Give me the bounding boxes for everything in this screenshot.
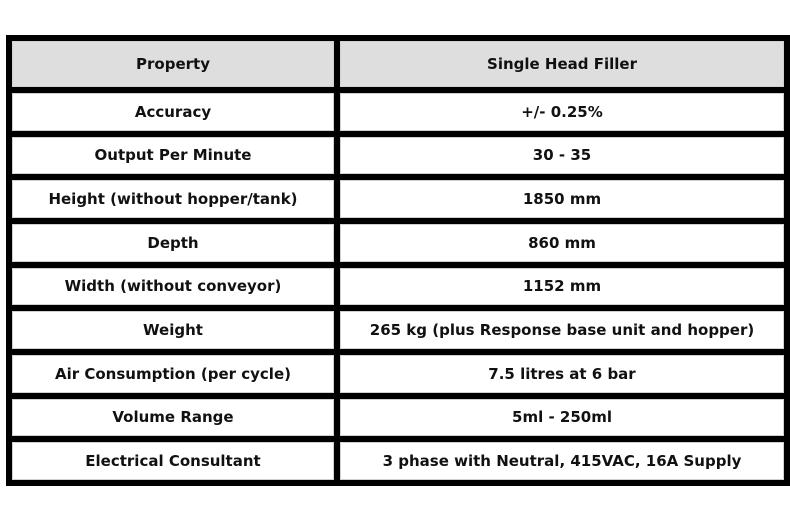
table-row — [12, 137, 784, 175]
header-row — [12, 41, 784, 87]
property-cell: Weight — [12, 311, 334, 349]
header-single-head-filler: Single Head Filler — [340, 41, 784, 87]
property-cell: Output Per Minute — [12, 137, 334, 175]
table-row — [12, 224, 784, 262]
property-cell: Width (without conveyor) — [12, 268, 334, 306]
property-cell: Air Consumption (per cycle) — [12, 355, 334, 393]
table-row — [12, 268, 784, 306]
table-row — [12, 180, 784, 218]
table-row — [12, 399, 784, 437]
property-cell: Depth — [12, 224, 334, 262]
table-row — [12, 93, 784, 131]
table-row — [12, 311, 784, 349]
property-cell: Height (without hopper/tank) — [12, 180, 334, 218]
value-cell: 7.5 litres at 6 bar — [340, 355, 784, 393]
value-cell: 30 - 35 — [340, 137, 784, 175]
property-cell: Accuracy — [12, 93, 334, 131]
value-cell: 1152 mm — [340, 268, 784, 306]
table-row — [12, 355, 784, 393]
value-cell: 860 mm — [340, 224, 784, 262]
value-cell: 3 phase with Neutral, 415VAC, 16A Supply — [340, 442, 784, 480]
specification-table — [6, 35, 790, 486]
property-cell: Electrical Consultant — [12, 442, 334, 480]
value-cell: 5ml - 250ml — [340, 399, 784, 437]
property-cell: Volume Range — [12, 399, 334, 437]
table-row — [12, 442, 784, 480]
value-cell: 265 kg (plus Response base unit and hopper) — [340, 311, 784, 349]
header-property: Property — [12, 41, 334, 87]
value-cell: +/- 0.25% — [340, 93, 784, 131]
value-cell: 1850 mm — [340, 180, 784, 218]
